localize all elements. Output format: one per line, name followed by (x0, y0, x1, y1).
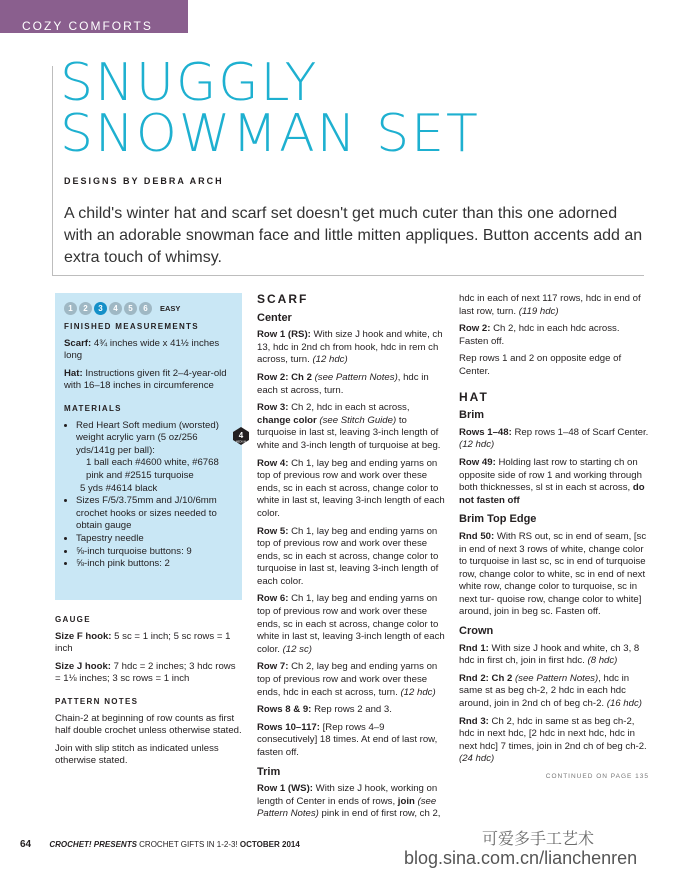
scarf-measurement: Scarf: 4¾ inches wide x 41½ inches long (64, 337, 220, 362)
scarf-rows-8-9: Rows 8 & 9: Rep rows 2 and 3. (257, 704, 392, 716)
material-item: • ⅝-inch turquoise buttons: 9 (76, 546, 236, 559)
byline: DESIGNS BY DEBRA ARCH (64, 176, 224, 186)
pattern-note: Chain-2 at beginning of row counts as first half double crochet unless otherwise stated. (55, 712, 242, 737)
skill-dot-3: 3 (94, 302, 107, 315)
intro-text: A child's winter hat and scarf set doesn't get much cuter than this one adorned with an adorable snowman face and little mitten appliques. Button accents add an extra touch of whimsy. (64, 205, 643, 266)
finished-measurements-heading: FINISHED MEASUREMENTS (64, 322, 199, 331)
section-tab-label: COZY COMFORTS (22, 19, 153, 33)
hat-heading: HAT (459, 389, 489, 404)
materials-sidebar (55, 293, 247, 600)
material-item: • ⅝-inch pink buttons: 2 (76, 558, 236, 571)
scarf-heading: SCARF (257, 292, 309, 306)
material-item: • Red Heart Soft medium (worsted) weight acrylic yarn (5 oz/256 yds/141g per ball): 1 ball each #4600 white, #6768 pink and #2515 turquoise 5 yds #4614 black (76, 420, 236, 496)
yarn-colors: 1 ball each #4600 white, #6768 pink and #2515 turquoise (86, 457, 219, 481)
skill-dot-1: 1 (64, 302, 77, 315)
svg-text:MEDIUM: MEDIUM (235, 440, 247, 444)
brim-rows-1-48: Rows 1–48: Rep rows 1–48 of Scarf Center. (12 hdc) (459, 426, 649, 451)
trim-heading: Trim (257, 765, 281, 778)
brim-rnd-50: Rnd 50: With RS out, sc in end of seam, [sc in end of next 3 rows of white, change color to turquoise in last sc, sc in end of turquoise row, change color to white, sc in end of next white row, change color to turquoise, sc in next tur- quoise row, change color to white] around, join in beg sc. Fasten off. (459, 530, 647, 618)
trim-row-1: Row 1 (WS): With size J hook, working on length of Center in ends of rows, join (see Pattern Notes) pink in end of first row, ch 2, (257, 783, 441, 820)
material-item: • Sizes F/5/3.75mm and J/10/6mm crochet hooks or sizes needed to obtain gauge (76, 495, 236, 533)
scarf-rows-10-117: Rows 10–117: [Rep rows 4–9 consecutively] 18 times. At end of last row, fasten off. (257, 721, 438, 758)
scarf-row-5: Row 5: Ch 1, lay beg and ending yarns on top of previous row and work over these ends, sc in each st across, change color to turquoise in last st, leaving 3-inch length of each color. (257, 525, 439, 587)
issue-name: CROCHET GIFTS IN 1-2-3! (139, 840, 238, 849)
scarf-row-3: Row 3: Ch 2, hdc in each st across, change color (see Stitch Guide) to turquoise in last st, leaving 3-inch length of white and 3-inch length of turquoise at beg. (257, 402, 441, 451)
horizontal-rule (52, 275, 644, 276)
pattern-notes-heading: PATTERN NOTES (55, 696, 139, 706)
brim-top-heading: Brim Top Edge (459, 513, 537, 526)
issue-date: OCTOBER 2014 (239, 840, 300, 849)
crown-rnd-1: Rnd 1: With size J hook and white, ch 3, 8 hdc in first ch, join in first hdc. (8 hdc) (459, 642, 640, 667)
crown-rnd-2: Rnd 2: Ch 2 (see Pattern Notes), hdc in same st as beg ch-2, 2 hdc in each hdc around, join in 2nd ch of beg ch-2. (16 hdc) (459, 672, 642, 710)
trim-repeat: Rep rows 1 and 2 on opposite edge of Center. (459, 353, 622, 377)
hat-measurement: Hat: Instructions given fit 2–4-year-old with 16–18 inches in circumference (64, 367, 227, 392)
watermark-cn: 可爱多手工艺术 (482, 831, 595, 848)
scarf-row-1: Row 1 (RS): With size J hook and white, ch 13, hdc in 2nd ch from hook, hdc in rem ch across, turn. (12 hdc) (257, 329, 443, 366)
brim-heading: Brim (459, 409, 485, 422)
section-tab (0, 0, 188, 33)
page-number: 64 (20, 839, 32, 850)
gauge-j: Size J hook: 7 hdc = 2 inches; 3 hdc rows = 1⅛ inches; 3 sc rows = 1 inch (55, 660, 236, 685)
scarf-row-4: Row 4: Ch 1, lay beg and ending yarns on top of previous row and work over these ends, sc in each st across, change color to white in last st, leaving 3-inch length of each color. (257, 457, 445, 519)
gauge-heading: GAUGE (55, 615, 91, 624)
scarf-row-2: Row 2: Ch 2 (see Pattern Notes), hdc in each st across, turn. (257, 371, 429, 396)
yarn-black: 5 yds #4614 black (80, 482, 158, 494)
page-title (60, 53, 480, 164)
scarf-row-7: Row 7: Ch 2, lay beg and ending yarns on top of previous row and work over these ends, hdc in each st across, turn. (12 hdc) (257, 661, 438, 698)
material-item: • Tapestry needle (76, 533, 236, 546)
skill-level-label: EASY (160, 304, 181, 313)
yarn-weight-icon (231, 426, 251, 446)
brim-row-49: Row 49: Holding last row to starting ch on opposite side of row 1 and working through both thicknesses, sl st in each st across, do not fasten off (459, 456, 645, 506)
crown-rnd-3: Rnd 3: Ch 2, hdc in same st as beg ch-2, hdc in next hdc, [2 hdc in next hdc, hdc in next hdc] 7 times, join in 2nd ch of beg ch-2. (24 hdc) (459, 715, 647, 765)
scarf-column (257, 293, 445, 826)
skill-dot-2: 2 (79, 302, 92, 315)
materials-heading: MATERIALS (64, 403, 122, 413)
vertical-rule (52, 66, 53, 276)
skill-dot-5: 5 (124, 302, 137, 315)
title-line-2: SNOWMAN SET (60, 104, 480, 164)
crown-heading: Crown (459, 625, 494, 638)
skill-dot-4: 4 (109, 302, 122, 315)
title-line-1: SNUGGLY (60, 53, 319, 113)
materials-list (64, 420, 236, 571)
watermark-url: blog.sina.com.cn/lianchenren (404, 848, 638, 868)
pattern-note: Join with slip stitch as indicated unless otherwise stated. (55, 742, 219, 767)
center-heading: Center (257, 311, 292, 324)
publication-name: CROCHET! PRESENTS (49, 840, 137, 849)
skill-dot-6: 6 (139, 302, 152, 315)
continued-note: CONTINUED ON PAGE 135 (545, 773, 649, 780)
scarf-row-6: Row 6: Ch 1, lay beg and ending yarns on top of previous row and work over these ends, sc in each st across, change color to white in last st, leaving 3-inch length of each color. (12 sc) (257, 593, 445, 655)
page-footer (20, 839, 300, 850)
trim-row-2: Row 2: Ch 2, hdc in each hdc across. Fasten off. (459, 323, 620, 347)
hat-column (459, 293, 649, 784)
skill-level (64, 302, 233, 315)
gauge-f: Size F hook: 5 sc = 1 inch; 5 sc rows = 1 inch (55, 630, 231, 655)
trim-row-1-cont: hdc in each of next 117 rows, hdc in end of last row, turn. (119 hdc) (459, 293, 641, 317)
gauge-notes-column (55, 608, 242, 773)
svg-text:4: 4 (238, 431, 244, 440)
